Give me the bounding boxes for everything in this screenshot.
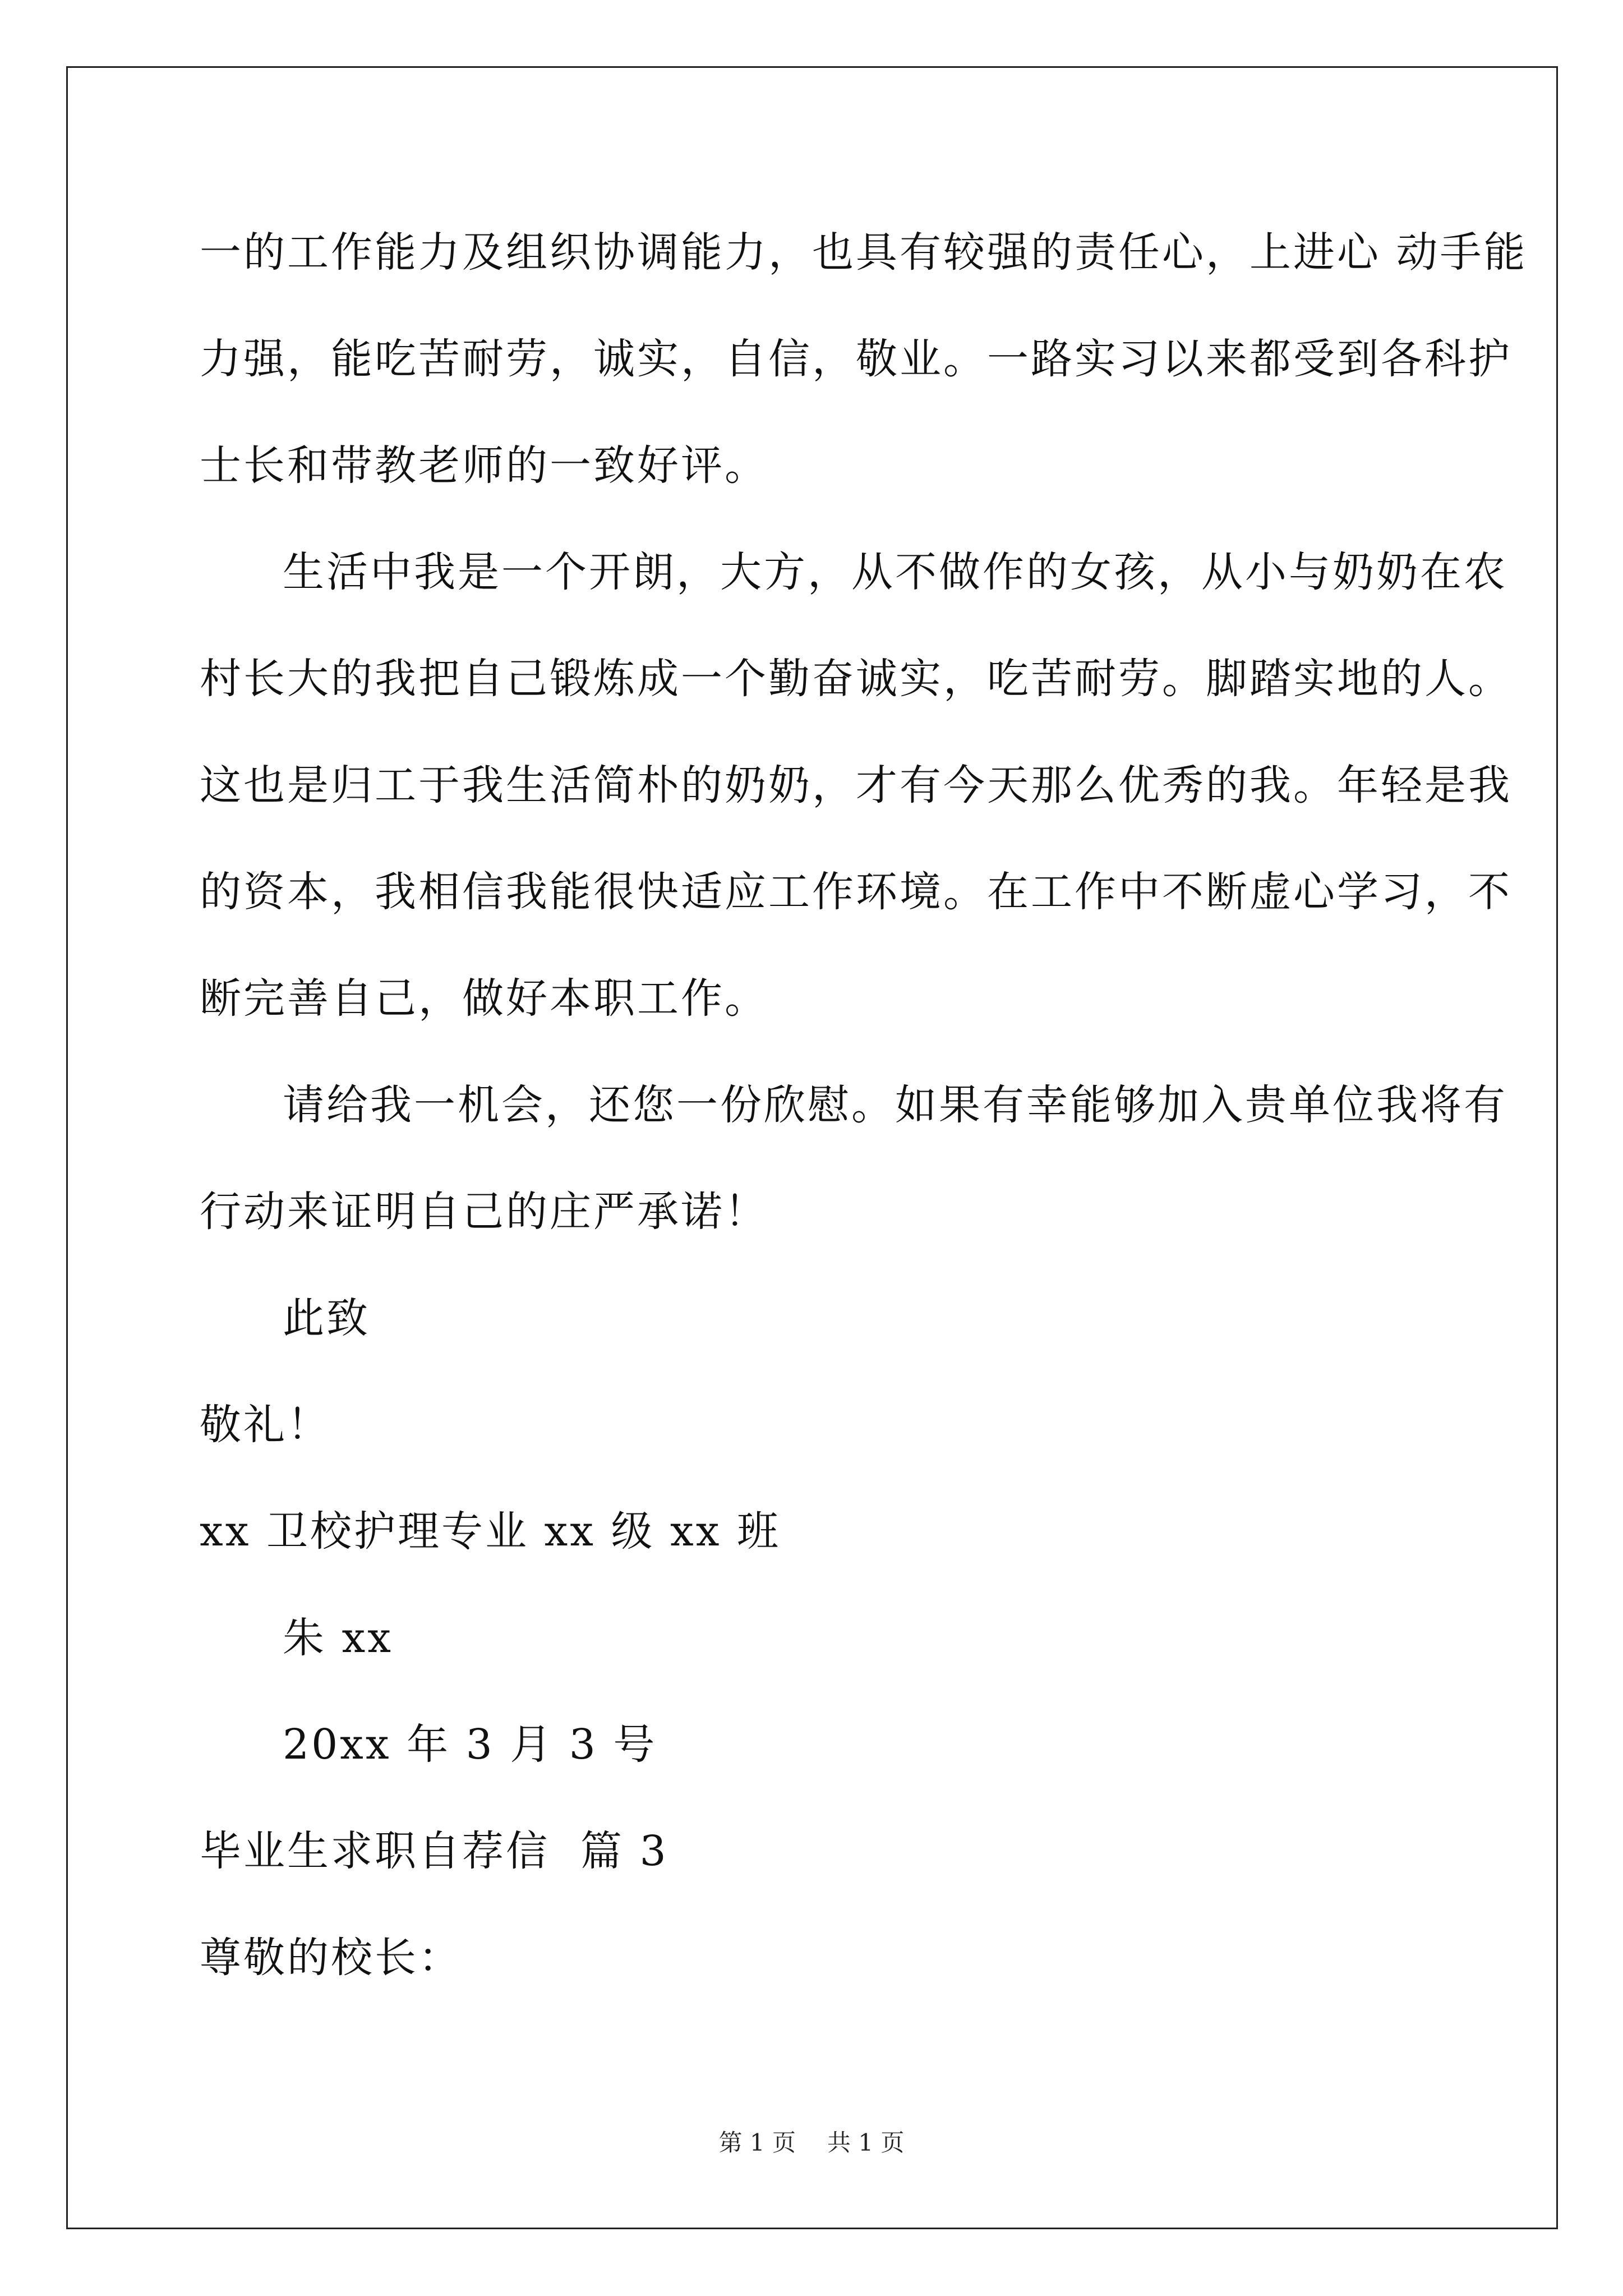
- body-line: 断完善自己，做好本职工作。: [200, 974, 768, 1023]
- signature-school: xx 卫校护理专业 xx 级 xx 班: [200, 1507, 781, 1556]
- body-line: 一的工作能力及组织协调能力，也具有较强的责任心，上进心 动手能: [200, 228, 1528, 277]
- body-line: 这也是归工于我生活简朴的奶奶，才有今天那么优秀的我。年轻是我: [200, 761, 1512, 809]
- body-line: 生活中我是一个开朗，大方，从不做作的女孩，从小与奶奶在农: [283, 548, 1507, 596]
- signature-date: 20xx 年 3 月 3 号: [283, 1720, 657, 1769]
- body-line: 士长和带教老师的一致好评。: [200, 441, 768, 490]
- body-line: 行动来证明自己的庄严承诺！: [200, 1188, 768, 1236]
- section-heading: 毕业生求职自荐信 篇 3: [200, 1827, 668, 1875]
- greeting-line: 尊敬的校长：: [200, 1934, 462, 1982]
- body-line: 村长大的我把自己锻炼成一个勤奋诚实，吃苦耐劳。脚踏实地的人。: [200, 655, 1512, 703]
- salutation-line: 敬礼！: [200, 1401, 331, 1449]
- signature-name: 朱 xx: [283, 1614, 393, 1662]
- page-footer: [0, 2126, 1623, 2160]
- page-number-total: 共 1 页: [827, 2129, 905, 2156]
- closing-line: 此致: [283, 1294, 370, 1342]
- body-line: 的资本，我相信我能很快适应工作环境。在工作中不断虚心学习，不: [200, 868, 1512, 916]
- body-line: 力强，能吃苦耐劳，诚实，自信，敬业。一路实习以来都受到各科护: [200, 335, 1512, 383]
- page-border: [66, 66, 1558, 2229]
- body-line: 请给我一机会，还您一份欣慰。如果有幸能够加入贵单位我将有: [283, 1081, 1507, 1129]
- page-number-current: 第 1 页: [718, 2129, 796, 2156]
